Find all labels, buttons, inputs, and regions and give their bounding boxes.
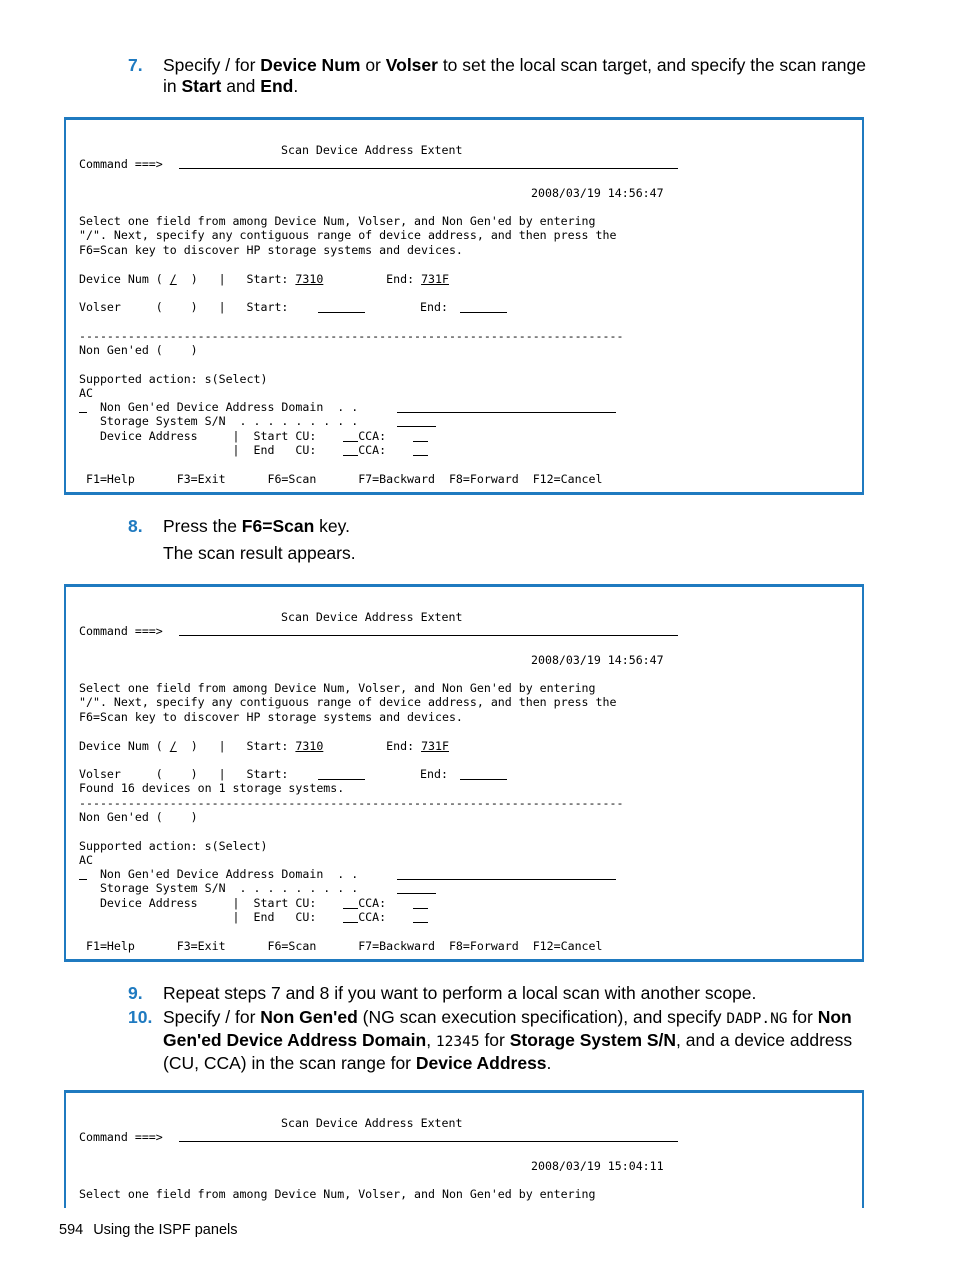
- step-9: [128, 983, 868, 1004]
- datetime: 2008/03/19 14:56:47: [531, 653, 664, 667]
- ac-label: AC: [79, 386, 93, 400]
- end-cca-field[interactable]: [413, 455, 428, 456]
- start-field[interactable]: 7310: [295, 739, 324, 753]
- step-text: Repeat steps 7 and 8 if you want to perform a local scan with another scope.: [163, 983, 757, 1003]
- command-label: Command ===>: [79, 624, 163, 638]
- found-message: Found 16 devices on 1 storage systems.: [79, 781, 345, 795]
- end-label: End:: [420, 767, 455, 781]
- end-cu-field[interactable]: [343, 455, 358, 456]
- screen-title: Scan Device Address Extent: [281, 143, 463, 157]
- step-8-result: The scan result appears.: [163, 543, 356, 563]
- terminal-screen-2: [64, 584, 864, 962]
- command-label: Command ===>: [79, 1130, 163, 1144]
- command-input[interactable]: [179, 168, 678, 169]
- volser-end-field[interactable]: [460, 779, 507, 780]
- step-text: Specify / for Non Gen'ed (NG scan execution specification), and specify DADP.NG for Non Gen'ed Device Address Domain, 12345 for Storage System S/N, and a device address (CU, CCA) in the scan range for Device Address.: [163, 1007, 853, 1073]
- supported-action: Supported action: s(Select): [79, 372, 268, 386]
- volser-start-field[interactable]: [318, 312, 365, 313]
- datetime: 2008/03/19 15:04:11: [531, 1159, 664, 1173]
- volser-row: Volser ( ) | Start:: [79, 300, 289, 314]
- screen-title: Scan Device Address Extent: [281, 610, 463, 624]
- separator: ------------------------------------------------------------------------------: [79, 796, 624, 810]
- non-gened-row: Non Gen'ed ( ): [79, 810, 198, 824]
- step-number: 8.: [128, 516, 143, 536]
- devaddr-end-row: | End CU: CCA:: [79, 443, 387, 457]
- ac-label: AC: [79, 853, 93, 867]
- page-number: 594: [59, 1222, 84, 1238]
- instruction-line: Select one field from among Device Num, Volser, and Non Gen'ed by entering: [79, 1187, 596, 1201]
- step-10: [128, 1007, 868, 1074]
- sn-label: Storage System S/N . . . . . . . . .: [79, 414, 359, 428]
- instruction-line: Select one field from among Device Num, Volser, and Non Gen'ed by entering: [79, 681, 596, 695]
- end-field[interactable]: 731F: [421, 272, 449, 286]
- step-number: 9.: [128, 983, 143, 1003]
- end-label: End:: [420, 300, 455, 314]
- start-cca-field[interactable]: [413, 908, 428, 909]
- command-input[interactable]: [179, 635, 678, 636]
- domain-field[interactable]: [397, 412, 616, 413]
- start-cu-field[interactable]: [343, 908, 358, 909]
- volser-start-field[interactable]: [318, 779, 365, 780]
- volser-row: Volser ( ) | Start:: [79, 767, 289, 781]
- start-cca-field[interactable]: [413, 441, 428, 442]
- instruction-line: F6=Scan key to discover HP storage systems and devices.: [79, 243, 463, 257]
- terminal-screen-3: [64, 1090, 864, 1208]
- device-num-row: Device Num ( / ) | Start: 7310 End: 731F: [79, 272, 449, 286]
- instruction-line: "/". Next, specify any contiguous range of device address, and then press the: [79, 695, 617, 709]
- devaddr-start-row: Device Address | Start CU: CCA:: [79, 429, 387, 443]
- section-title: Using the ISPF panels: [93, 1222, 238, 1238]
- domain-label: Non Gen'ed Device Address Domain . .: [79, 867, 359, 881]
- terminal-screen-1: [64, 117, 864, 495]
- devaddr-end-row: | End CU: CCA:: [79, 910, 387, 924]
- page-footer: [59, 1222, 237, 1238]
- command-label: Command ===>: [79, 157, 163, 171]
- end-cca-field[interactable]: [413, 922, 428, 923]
- step-text: Specify / for Device Num or Volser to set the local scan target, and specify the scan range in Start and End.: [163, 55, 866, 96]
- datetime: 2008/03/19 14:56:47: [531, 186, 664, 200]
- start-field[interactable]: 7310: [295, 272, 324, 286]
- non-gened-row: Non Gen'ed ( ): [79, 343, 198, 357]
- instruction-line: "/". Next, specify any contiguous range of device address, and then press the: [79, 228, 617, 242]
- device-num-select[interactable]: /: [169, 739, 177, 753]
- instruction-line: Select one field from among Device Num, Volser, and Non Gen'ed by entering: [79, 214, 596, 228]
- sn-label: Storage System S/N . . . . . . . . .: [79, 881, 359, 895]
- step-number: 10.: [128, 1007, 153, 1027]
- device-num-row: Device Num ( / ) | Start: 7310 End: 731F: [79, 739, 449, 753]
- command-input[interactable]: [179, 1141, 678, 1142]
- screen-title: Scan Device Address Extent: [281, 1116, 463, 1130]
- step-8: [128, 516, 868, 537]
- devaddr-start-row: Device Address | Start CU: CCA:: [79, 896, 387, 910]
- domain-label: Non Gen'ed Device Address Domain . .: [79, 400, 359, 414]
- function-keys[interactable]: F1=Help F3=Exit F6=Scan F7=Backward F8=Forward F12=Cancel: [79, 939, 603, 953]
- end-cu-field[interactable]: [343, 922, 358, 923]
- instruction-line: F6=Scan key to discover HP storage systems and devices.: [79, 710, 463, 724]
- step-number: 7.: [128, 55, 143, 75]
- start-cu-field[interactable]: [343, 441, 358, 442]
- device-num-select[interactable]: /: [169, 272, 177, 286]
- sn-field[interactable]: [397, 893, 436, 894]
- volser-end-field[interactable]: [460, 312, 507, 313]
- domain-field[interactable]: [397, 879, 616, 880]
- step-text: Press the F6=Scan key.: [163, 516, 350, 536]
- sn-field[interactable]: [397, 426, 436, 427]
- separator: ------------------------------------------------------------------------------: [79, 329, 624, 343]
- function-keys[interactable]: F1=Help F3=Exit F6=Scan F7=Backward F8=Forward F12=Cancel: [79, 472, 603, 486]
- end-field[interactable]: 731F: [421, 739, 449, 753]
- step-7: [128, 55, 868, 97]
- supported-action: Supported action: s(Select): [79, 839, 268, 853]
